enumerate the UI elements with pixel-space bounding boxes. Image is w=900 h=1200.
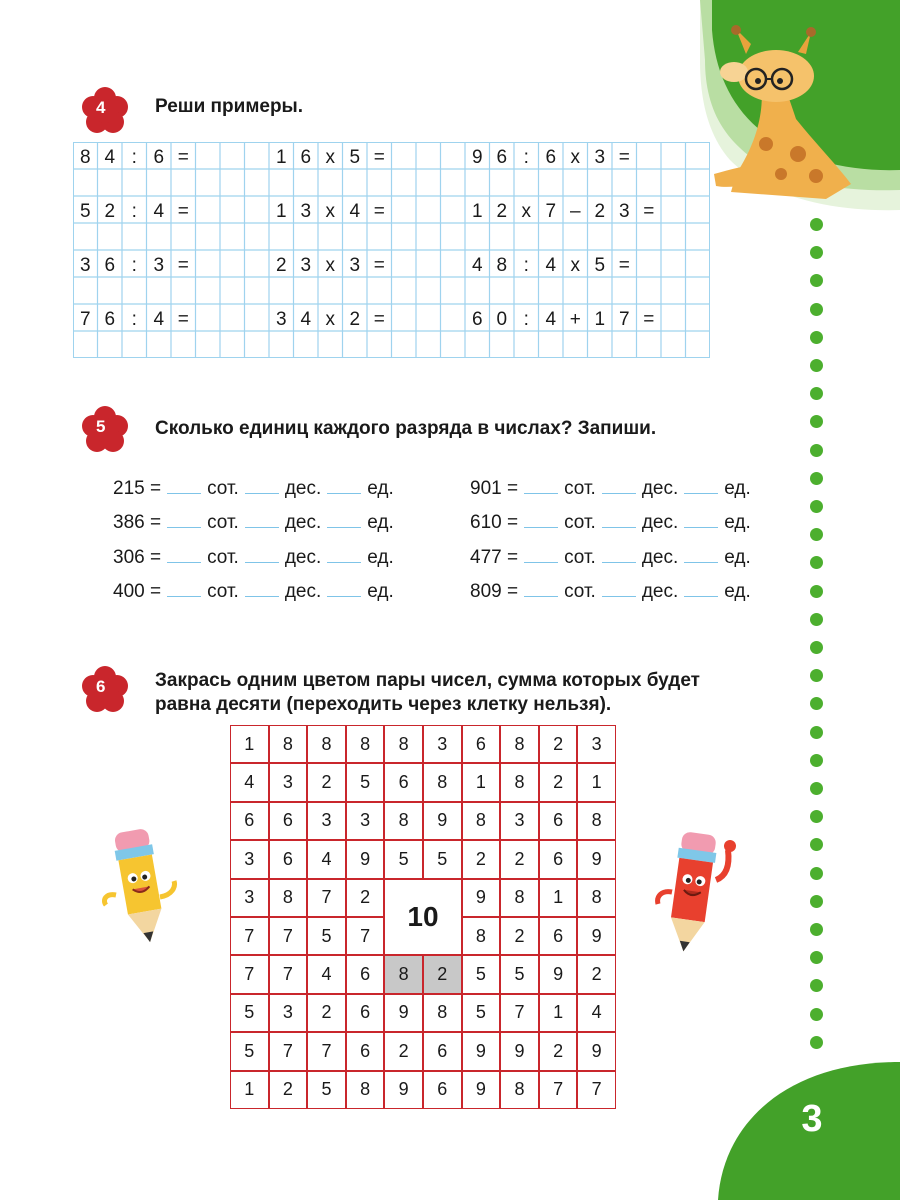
- green-dot: [810, 246, 823, 259]
- unit-label: дес.: [641, 512, 679, 534]
- green-dot: [810, 669, 823, 682]
- center-target: 10: [384, 879, 461, 956]
- unit-label: ед.: [367, 546, 394, 568]
- grid-cell[interactable]: 8: [500, 879, 539, 917]
- unit-label: ед.: [724, 478, 751, 499]
- grid-cell[interactable]: 7: [500, 994, 539, 1032]
- place-number: 477 =: [470, 546, 519, 568]
- grid-cell[interactable]: 2: [346, 879, 385, 917]
- grid-cell[interactable]: 3: [307, 802, 346, 840]
- grid-cell[interactable]: 9: [577, 840, 616, 878]
- green-dot: [810, 528, 823, 541]
- unit-label: дес.: [284, 478, 322, 499]
- grid-cell[interactable]: 6: [346, 955, 385, 993]
- grid-cell[interactable]: 8: [500, 763, 539, 801]
- grid-cell[interactable]: 3: [577, 725, 616, 763]
- task-6-title-line1: Закрась одним цветом пары чисел, сумма которых будет: [155, 670, 700, 691]
- place-number: 400 =: [113, 580, 162, 602]
- giraffe-illustration: [706, 24, 856, 199]
- grid-cell[interactable]: 8: [500, 725, 539, 763]
- place-value-row: [113, 547, 394, 569]
- grid-cell[interactable]: 3: [230, 879, 269, 917]
- answer-blank[interactable]: [524, 548, 558, 563]
- green-dot: [810, 1008, 823, 1021]
- grid-cell[interactable]: 7: [230, 955, 269, 993]
- grid-cell[interactable]: 4: [307, 840, 346, 878]
- grid-cell[interactable]: 4: [230, 763, 269, 801]
- grid-cell[interactable]: 2: [269, 1071, 308, 1109]
- green-dot: [810, 387, 823, 400]
- unit-label: дес.: [641, 546, 679, 568]
- grid-cell[interactable]: 6: [346, 1032, 385, 1070]
- unit-label: сот.: [564, 580, 596, 602]
- grid-cell[interactable]: 8: [384, 955, 423, 993]
- grid-cell[interactable]: 6: [539, 840, 578, 878]
- grid-cell[interactable]: 9: [423, 802, 462, 840]
- grid-cell[interactable]: 7: [269, 955, 308, 993]
- grid-cell[interactable]: 9: [462, 1071, 501, 1109]
- grid-cell[interactable]: 5: [307, 917, 346, 955]
- place-value-row: [113, 512, 394, 534]
- place-number: 215 =: [113, 478, 162, 499]
- unit-label: ед.: [724, 512, 751, 534]
- grid-cell[interactable]: 1: [539, 994, 578, 1032]
- grid-cell[interactable]: 6: [423, 1032, 462, 1070]
- grid-cell[interactable]: 2: [577, 955, 616, 993]
- green-dot: [810, 810, 823, 823]
- green-dot: [810, 754, 823, 767]
- unit-label: сот.: [207, 478, 239, 499]
- green-dot: [810, 895, 823, 908]
- grid-cell[interactable]: 1: [230, 1071, 269, 1109]
- grid-cell[interactable]: 2: [539, 1032, 578, 1070]
- unit-label: сот.: [207, 546, 239, 568]
- grid-cell[interactable]: 1: [577, 763, 616, 801]
- green-dot: [810, 923, 823, 936]
- answer-blank[interactable]: [602, 513, 636, 528]
- grid-cell[interactable]: 5: [462, 994, 501, 1032]
- grid-cell[interactable]: 2: [384, 1032, 423, 1070]
- green-dot: [810, 726, 823, 739]
- grid-cell[interactable]: 6: [423, 1071, 462, 1109]
- grid-cell[interactable]: 2: [500, 917, 539, 955]
- grid-cell[interactable]: 8: [384, 802, 423, 840]
- grid-cell[interactable]: 6: [539, 917, 578, 955]
- answer-blank[interactable]: [167, 582, 201, 597]
- answer-blank[interactable]: [602, 479, 636, 494]
- green-dot: [810, 359, 823, 372]
- grid-cell[interactable]: 8: [500, 1071, 539, 1109]
- grid-cell[interactable]: 1: [462, 763, 501, 801]
- green-dot: [810, 782, 823, 795]
- grid-cell[interactable]: 9: [500, 1032, 539, 1070]
- answer-blank[interactable]: [684, 548, 718, 563]
- grid-cell[interactable]: 9: [462, 879, 501, 917]
- grid-cell[interactable]: 2: [307, 994, 346, 1032]
- grid-cell[interactable]: 7: [269, 1032, 308, 1070]
- grid-cell[interactable]: 9: [539, 955, 578, 993]
- answer-blank[interactable]: [167, 548, 201, 563]
- grid-cell[interactable]: 6: [462, 725, 501, 763]
- answer-blank[interactable]: [167, 479, 201, 494]
- unit-label: сот.: [564, 478, 596, 499]
- place-number: 809 =: [470, 580, 519, 602]
- green-dot: [810, 838, 823, 851]
- unit-label: сот.: [207, 512, 239, 534]
- grid-cell[interactable]: 1: [230, 725, 269, 763]
- task-6-title-line2: равна десяти (переходить через клетку нельзя).: [155, 694, 612, 715]
- place-value-row: [470, 547, 751, 569]
- answer-blank[interactable]: [684, 513, 718, 528]
- grid-cell[interactable]: 5: [423, 840, 462, 878]
- green-dot: [810, 951, 823, 964]
- place-value-row: [113, 478, 394, 500]
- grid-cell[interactable]: 8: [269, 879, 308, 917]
- unit-label: сот.: [564, 546, 596, 568]
- unit-label: дес.: [284, 546, 322, 568]
- grid-cell[interactable]: 8: [269, 725, 308, 763]
- grid-cell[interactable]: 4: [577, 994, 616, 1032]
- green-dot: [810, 641, 823, 654]
- grid-cell[interactable]: 8: [577, 802, 616, 840]
- green-dot: [810, 218, 823, 231]
- place-number: 386 =: [113, 512, 162, 534]
- grid-cell[interactable]: 9: [462, 1032, 501, 1070]
- answer-blank[interactable]: [524, 513, 558, 528]
- unit-label: дес.: [284, 580, 322, 602]
- green-dot: [810, 303, 823, 316]
- grid-cell[interactable]: 2: [500, 840, 539, 878]
- answer-blank[interactable]: [327, 582, 361, 597]
- grid-cell[interactable]: 5: [384, 840, 423, 878]
- green-dot: [810, 500, 823, 513]
- answer-blank[interactable]: [167, 513, 201, 528]
- grid-cell[interactable]: 2: [423, 955, 462, 993]
- grid-cell[interactable]: 8: [423, 763, 462, 801]
- green-dot: [810, 556, 823, 569]
- grid-cell[interactable]: 7: [307, 1032, 346, 1070]
- unit-label: ед.: [367, 478, 394, 499]
- grid-cell[interactable]: 8: [577, 879, 616, 917]
- answer-blank[interactable]: [327, 513, 361, 528]
- grid-cell[interactable]: 6: [384, 763, 423, 801]
- task-5-title: Сколько единиц каждого разряда в числах? Запиши.: [155, 418, 657, 439]
- grid-cell[interactable]: 5: [500, 955, 539, 993]
- grid-cell[interactable]: 9: [384, 994, 423, 1032]
- green-dot: [810, 979, 823, 992]
- grid-cell[interactable]: 6: [346, 994, 385, 1032]
- answer-blank[interactable]: [602, 548, 636, 563]
- grid-cell[interactable]: 5: [307, 1071, 346, 1109]
- green-dot: [810, 444, 823, 457]
- grid-cell[interactable]: 7: [346, 917, 385, 955]
- task-4-number: 4: [96, 98, 106, 117]
- unit-label: ед.: [724, 580, 751, 602]
- grid-cell[interactable]: 3: [423, 725, 462, 763]
- grid-cell[interactable]: 6: [269, 840, 308, 878]
- answer-blank[interactable]: [245, 513, 279, 528]
- answer-blank[interactable]: [524, 479, 558, 494]
- grid-cell[interactable]: 3: [269, 994, 308, 1032]
- unit-label: дес.: [284, 512, 322, 534]
- green-dot: [810, 415, 823, 428]
- task-6-number: 6: [96, 677, 106, 696]
- grid-cell[interactable]: 7: [539, 1071, 578, 1109]
- grid-cell[interactable]: 8: [462, 917, 501, 955]
- green-dot: [810, 867, 823, 880]
- unit-label: ед.: [724, 546, 751, 568]
- grid-cell[interactable]: 7: [307, 879, 346, 917]
- green-dot: [810, 274, 823, 287]
- grid-cell[interactable]: 8: [423, 994, 462, 1032]
- grid-cell[interactable]: 9: [577, 1032, 616, 1070]
- place-value-row: [470, 512, 751, 534]
- grid-cell[interactable]: 2: [539, 763, 578, 801]
- task-4-title: Реши примеры.: [155, 96, 304, 117]
- green-dot: [810, 472, 823, 485]
- grid-cell[interactable]: 4: [307, 955, 346, 993]
- grid-cell[interactable]: 8: [462, 802, 501, 840]
- grid-cell[interactable]: 3: [269, 763, 308, 801]
- unit-label: сот.: [564, 512, 596, 534]
- green-dot: [810, 585, 823, 598]
- unit-label: сот.: [207, 580, 239, 602]
- grid-cell[interactable]: 3: [230, 840, 269, 878]
- answer-blank[interactable]: [327, 479, 361, 494]
- grid-cell[interactable]: 9: [577, 917, 616, 955]
- green-dot: [810, 331, 823, 344]
- grid-cell[interactable]: 7: [269, 917, 308, 955]
- grid-cell[interactable]: 7: [230, 917, 269, 955]
- grid-cell[interactable]: 3: [500, 802, 539, 840]
- place-value-row: [113, 581, 394, 603]
- page-number: 3: [801, 1098, 823, 1140]
- pencil-right-illustration: [650, 830, 745, 960]
- unit-label: ед.: [367, 512, 394, 534]
- grid-cell[interactable]: 2: [307, 763, 346, 801]
- grid-cell[interactable]: 5: [230, 994, 269, 1032]
- grid-cell[interactable]: 6: [230, 802, 269, 840]
- grid-cell[interactable]: 8: [346, 725, 385, 763]
- grid-cell[interactable]: 8: [307, 725, 346, 763]
- grid-cell[interactable]: 8: [384, 725, 423, 763]
- answer-blank[interactable]: [602, 582, 636, 597]
- answer-blank[interactable]: [245, 548, 279, 563]
- green-dot: [810, 697, 823, 710]
- place-number: 901 =: [470, 478, 519, 499]
- task-4-examples: 8 4 : 6 = 1 6 x 5 = 9 6 : 6 x 3 = 5 2 : 4 = 1 3 x 4 = 1 2 x 7 – 2 3 = 3 6 : 3 = 2 3 x 3 = 4 8 : 4 x 5 = 7 6 : 4 = 3 4 x 2 = 6 0 : 4 + 1 7 =: [79, 147, 655, 330]
- grid-cell[interactable]: 2: [539, 725, 578, 763]
- answer-blank[interactable]: [245, 479, 279, 494]
- grid-cell[interactable]: 5: [230, 1032, 269, 1070]
- grid-cell[interactable]: 9: [384, 1071, 423, 1109]
- grid-cell[interactable]: 6: [269, 802, 308, 840]
- grid-cell[interactable]: 2: [462, 840, 501, 878]
- answer-blank[interactable]: [245, 582, 279, 597]
- grid-cell[interactable]: 9: [346, 840, 385, 878]
- answer-blank[interactable]: [327, 548, 361, 563]
- pencil-left-illustration: [98, 825, 183, 950]
- grid-cell[interactable]: 7: [577, 1071, 616, 1109]
- place-number: 610 =: [470, 512, 519, 534]
- grid-cell[interactable]: 3: [346, 802, 385, 840]
- answer-blank[interactable]: [684, 479, 718, 494]
- grid-cell[interactable]: 8: [346, 1071, 385, 1109]
- place-value-row: [470, 581, 751, 603]
- unit-label: дес.: [641, 478, 679, 499]
- answer-blank[interactable]: [684, 582, 718, 597]
- green-dot: [810, 1036, 823, 1049]
- grid-cell[interactable]: 5: [462, 955, 501, 993]
- place-value-row: [470, 478, 751, 500]
- grid-cell[interactable]: 1: [539, 879, 578, 917]
- grid-cell[interactable]: 5: [346, 763, 385, 801]
- task-5-number: 5: [96, 417, 106, 436]
- unit-label: дес.: [641, 580, 679, 602]
- grid-cell[interactable]: 6: [539, 802, 578, 840]
- place-number: 306 =: [113, 546, 162, 568]
- green-dot: [810, 613, 823, 626]
- answer-blank[interactable]: [524, 582, 558, 597]
- unit-label: ед.: [367, 580, 394, 602]
